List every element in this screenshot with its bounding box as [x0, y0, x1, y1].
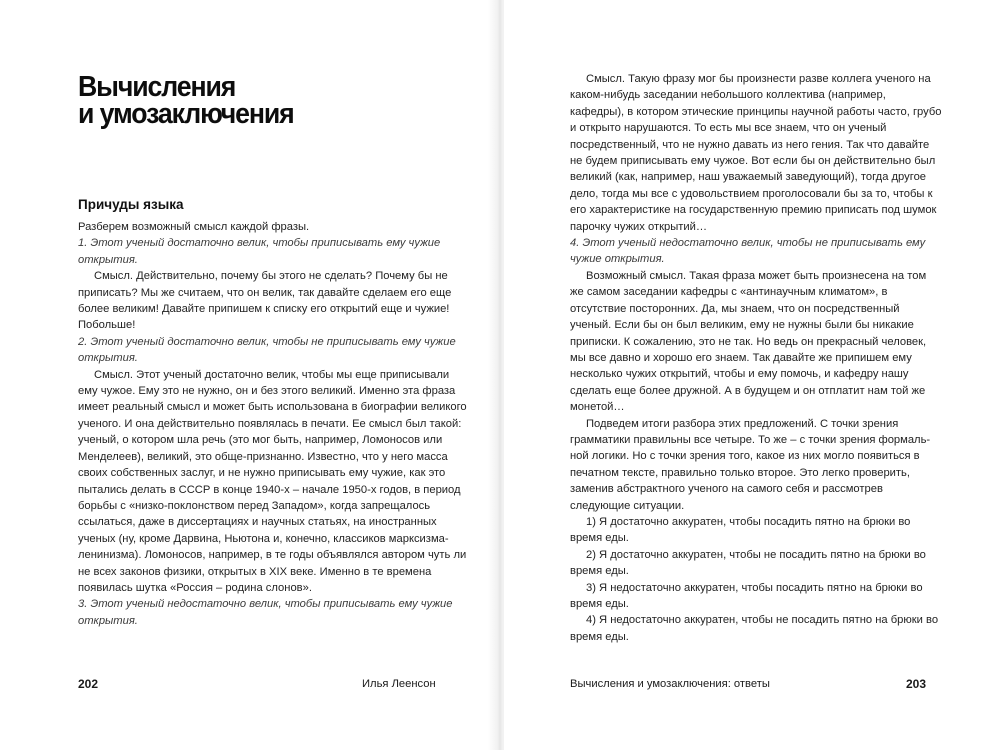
paragraph: Разберем возможный смысл каждой фразы. — [78, 221, 310, 233]
paragraph: Смысл. Действительно, почему бы этого не сделать? Почему бы не приписать? Мы же считаем, что он велик, так давайте сделаем его еще более великим! Давайте припишем к списку его открытий еще и чужие! Побольше! — [78, 270, 452, 332]
example-sentence-1: 1) Я достаточно аккуратен, чтобы посадить пятно на брюки во время еды. — [570, 515, 911, 545]
chapter-title — [78, 71, 428, 130]
paragraph: Смысл. Этот ученый достаточно велик, чтобы мы еще приписывали ему чужое. Ему это не нужно, он и без этого великий. Именно эта фраза имеет реальный смысл и может быть использована в биографии великого ученого. И она действительно появлялась в печати. Ее смысл был такой: ученый, о котором шла речь (это мог быть, например, Ломоносов или Менделеев), великий, это обще-признанно. Известно, что у него масса своих собственных заслуг, и не нужно приписывать ему чужие, как это пытались делать в СССР в конце 1940-х – начале 1950-х годов, в период борьбы с «низко-поклонством перед Западом», когда запрещалось ссылаться, даже в диссертациях и научных статьях, на иностранных ученых (ну, кроме Дарвина, Ньютона и, конечно, классиков марксизма-ленинизма). Ломоносов, например, в те годы объявлялся автором чуть ли не всех законов физики, открытых в XIX веке. Именно в те времена появилась шутка «Россия – родина слонов». — [78, 368, 467, 594]
left-body-text — [78, 219, 468, 629]
example-sentence-4: 4) Я недостаточно аккуратен, чтобы не посадить пятно на брюки во время еды. — [570, 614, 939, 643]
paragraph: Смысл. Такую фразу мог бы произнести разве коллега ученого на каком-нибудь заседании небольшого коллектива (например, кафедры), в котором этические принципы научной работы часто, грубо и открыто нарушаются. То есть мы все знаем, что он ученый посредственный, что не нужно давать из него гения. Так что давайте не будем приписывать ему чужое. Вот если бы он действительно был великий (как, например, наш уважаемый заведующий), тогда другое дело, тогда мы все с удовольствием проголосовали бы за то, чтобы к его характеристике на государственную премию приписать под шумок парочку чужих открытий… — [570, 73, 942, 233]
author-name: Илья Леенсон — [362, 678, 436, 690]
numbered-phrase-4: 4. Этот ученый недостаточно велик, чтобы не приписывать ему чужие открытия. — [570, 237, 926, 266]
example-sentence-2: 2) Я достаточно аккуратен, чтобы не посадить пятно на брюки во время еды. — [570, 548, 926, 578]
numbered-phrase-2: 2. Этот ученый достаточно велик, чтобы не приписывать ему чужие открытия. — [78, 335, 456, 365]
section-heading: Причуды языка — [78, 197, 184, 212]
example-sentence-3: 3) Я недостаточно аккуратен, чтобы посадить пятно на брюки во время еды. — [570, 581, 923, 610]
page-number-right: 203 — [906, 677, 927, 691]
page-number-left: 202 — [78, 677, 99, 691]
chapter-title-line-1: Вычисления — [78, 71, 236, 103]
chapter-title-line-2: и умозаключения — [78, 98, 294, 130]
numbered-phrase-3: 3. Этот ученый недостаточно велик, чтобы приписывать ему чужие открытия. — [78, 598, 453, 627]
paragraph: Подведем итоги разбора этих предложений. С точки зрения грамматики правильны все четыре. То же – с точки зрения формаль-ной логики. Но с точки зрения того, какое из них могло появиться в печатном тексте, правильно только второе. Это легко проверить, заменив абстрактного ученого на самого себя и рассмотрев следующие ситуации. — [570, 417, 931, 512]
right-body-text — [570, 71, 942, 645]
running-head: Вычисления и умозаключения: ответы — [570, 678, 770, 690]
paragraph: Возможный смысл. Такая фраза может быть произнесена на том же самом заседании кафедры с «антинаучным климатом», в отсутствие посторонних. Да, мы знаем, что он посредственный ученый. Если бы он был великим, ему не нужны были бы никакие приписки. К сожалению, это не так. Но ведь он прекрасный человек, мы все давно и хорошо его знаем. Так давайте же припишем ему несколько чужих открытий, чтобы и ему помочь, и кафедру нашу сделать еще более дружной. А в будущем и он отплатит нам той же монетой… — [570, 269, 927, 414]
left-page — [0, 0, 496, 750]
numbered-phrase-1: 1. Этот ученый достаточно велик, чтобы приписывать ему чужие открытия. — [78, 237, 441, 266]
